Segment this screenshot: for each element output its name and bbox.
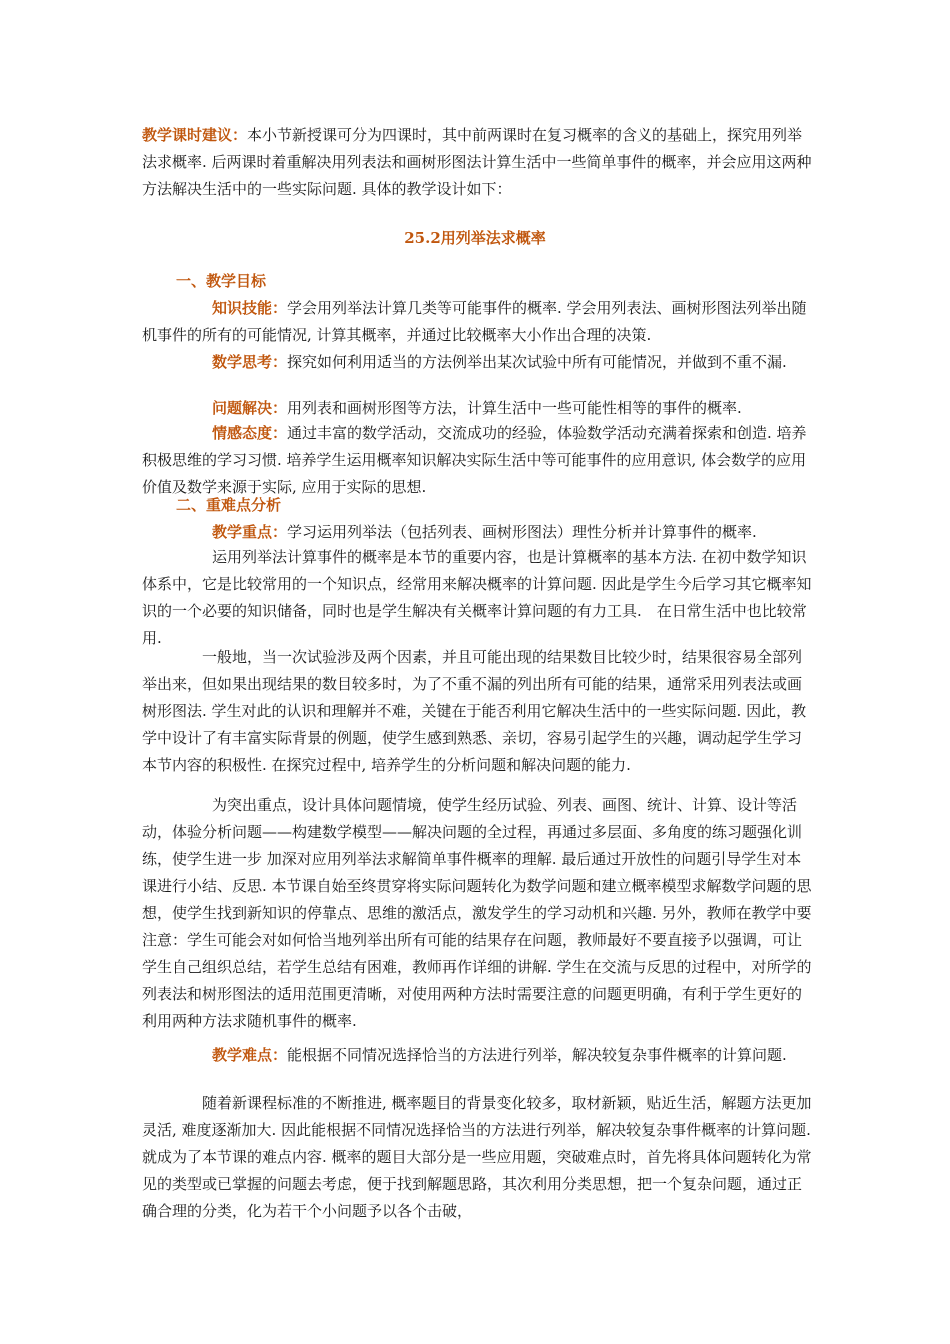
difficulty-label: 教学难点： bbox=[212, 1046, 288, 1064]
goal-label: 知识技能： bbox=[212, 299, 288, 317]
goal-text: 用列表和画树形图等方法，计算生活中一些可能性相等的事件的概率. bbox=[287, 399, 742, 417]
goal-label: 情感态度： bbox=[212, 424, 288, 442]
goal-text: 学会用列举法计算几类等可能事件的概率. 学会用列表法、画树形图法列举出随机事件的所有的可能情况, 计算其概率，并通过比较概率大小作出合理的决策. bbox=[142, 299, 807, 344]
paragraph-text: 运用列举法计算事件的概率是本节的重要内容，也是计算概率的基本方法. 在初中数学知识体系中，它是比较常用的一个知识点，经常用来解决概率的计算问题. 因此是学生今后学习其它概率知识的一个必要的知识储备，同时也是学生解决有关概率计算问题的有力工具. 在日常生活中也比较常用. bbox=[142, 548, 812, 647]
intro-text: 本小节新授课可分为四课时，其中前两课时在复习概率的含义的基础上，探究用列举法求概率. 后两课时着重解决用列表法和画树形图法计算生活中一些简单事件的概率，并会应用这两种方法解决生活中的一些实际问题. 具体的教学设计如下： bbox=[142, 126, 812, 198]
goals-thinking bbox=[142, 349, 812, 376]
paragraph-text: 一般地，当一次试验涉及两个因素，并且可能出现的结果数目比较少时，结果很容易全部列举出来，但如果出现结果的数目较多时，为了不重不漏的列出所有可能的结果，通常采用列表法或画树形图法. 学生对此的认识和理解并不难，关键在于能否利用它解决生活中的一些实际问题. 因此，教学中设计了有丰富实际背景的例题，使学生感到熟悉、亲切，容易引起学生的兴趣，调动起学生学习本节内容的积极性. 在探究过程中, 培养学生的分析问题和解决问题的能力. bbox=[142, 648, 807, 774]
goal-text: 通过丰富的数学活动，交流成功的经验，体验数学活动充满着探索和创造. 培养积极思维的学习习惯. 培养学生运用概率知识解决实际生活中等可能事件的应用意识, 体会数学的应用价值及数学来源于实际, 应用于实际的思想. bbox=[142, 424, 807, 496]
body-paragraph-3 bbox=[142, 792, 812, 1035]
body-paragraph-4 bbox=[142, 1090, 812, 1225]
difficulty-text: 能根据不同情况选择恰当的方法进行列举，解决较复杂事件概率的计算问题. bbox=[287, 1046, 787, 1064]
goal-text: 探究如何利用适当的方法例举出某次试验中所有可能情况，并做到不重不漏. bbox=[287, 353, 787, 371]
focus-paragraph bbox=[142, 519, 812, 546]
difficulty-paragraph bbox=[142, 1042, 812, 1069]
goal-label: 数学思考： bbox=[212, 353, 288, 371]
intro-paragraph bbox=[142, 122, 812, 203]
intro-label: 教学课时建议： bbox=[142, 126, 248, 144]
body-paragraph-1 bbox=[142, 544, 812, 652]
heading-teaching-goals: 一、教学目标 bbox=[176, 272, 267, 290]
paragraph-text: 随着新课程标准的不断推进, 概率题目的背景变化较多，取材新颖，贴近生活，解题方法更加灵活, 难度逐渐加大. 因此能根据不同情况选择恰当的方法进行列举，解决较复杂事件概率的计算问题. 就成为了本节课的难点内容. 概率的题目大部分是一些应用题，突破难点时，首先将具体问题转化为常见的类型或已掌握的问题去考虑，便于找到解题思路，其次利用分类思想，把一个复杂问题，通过正确合理的分类，化为若干个小问题予以各个击破， bbox=[142, 1094, 812, 1220]
focus-text: 学习运用列举法（包括列表、画树形图法）理性分析并计算事件的概率. bbox=[287, 523, 757, 541]
section-title: 25.2用列举法求概率 bbox=[404, 229, 546, 247]
goal-label: 问题解决： bbox=[212, 399, 288, 417]
focus-label: 教学重点： bbox=[212, 523, 288, 541]
goals-problem-solving bbox=[142, 395, 812, 422]
body-paragraph-2 bbox=[142, 644, 812, 779]
paragraph-text: 为突出重点，设计具体问题情境，使学生经历试验、列表、画图、统计、计算、设计等活动，体验分析问题——构建数学模型——解决问题的全过程，再通过多层面、多角度的练习题强化训练，使学生进一步 加深对应用列举法求解简单事件概率的理解. 最后通过开放性的问题引导学生对本课进行小结、反思. 本节课自始至终贯穿将实际问题转化为数学问题和建立概率模型求解数学问题的思想，使学生找到新知识的停靠点、思维的激活点，激发学生的学习动机和兴趣. 另外，教师在教学中要注意：学生可能会对如何恰当地列举出所有可能的结果存在问题，教师最好不要直接予以强调，可让学生自己组织总结，若学生总结有困难，教师再作详细的讲解. 学生在交流与反思的过程中，对所学的列表法和树形图法的适用范围更清晰，对使用两种方法时需要注意的问题更明确，有利于学生更好的利用两种方法求随机事件的概率. bbox=[142, 796, 812, 1030]
goals-knowledge bbox=[142, 295, 812, 349]
heading-key-points: 二、重难点分析 bbox=[176, 496, 282, 514]
goals-attitude bbox=[142, 420, 812, 501]
